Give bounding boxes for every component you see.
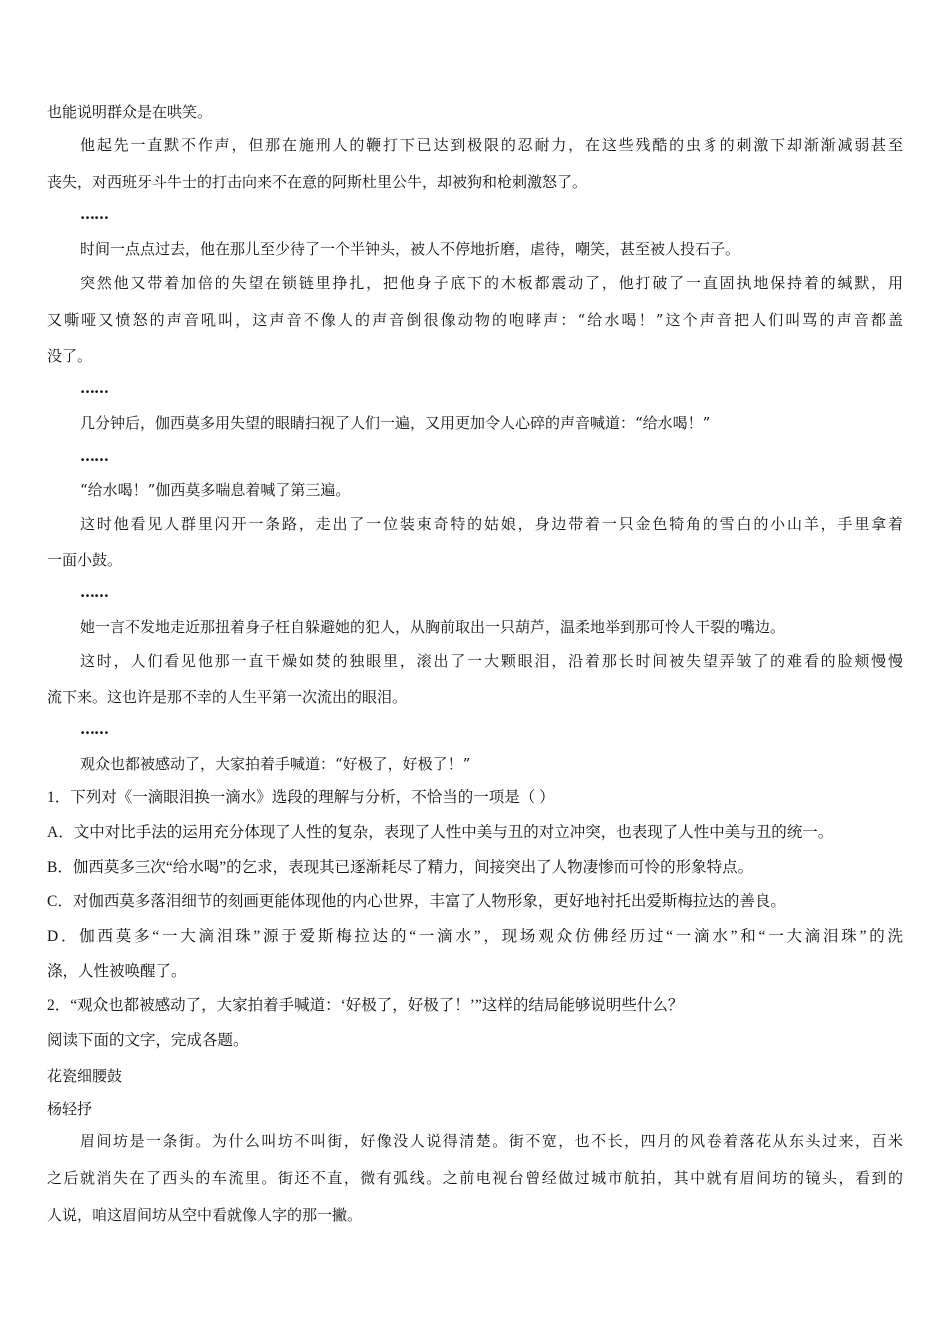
- text-line: 人说，咱这眉间坊从空中看就像人字的那一撇。: [47, 1206, 363, 1224]
- question-1-option-d[interactable]: D．伽西莫多“一大滴泪珠”源于爱斯梅拉达的“一滴水”，现场观众仿佛经历过“一滴水”和“一大滴泪珠”的洗: [47, 928, 903, 945]
- text-line: “给水喝！”伽西莫多喘息着喊了第三遍。: [80, 481, 351, 499]
- ellipsis-line: ……: [80, 447, 108, 465]
- question-1-option-a[interactable]: A．文中对比手法的运用充分体现了人性的复杂，表现了人性中美与丑的对立冲突，也表现了人性中美与丑的统一。: [47, 824, 834, 841]
- article-title: 花瓷细腰鼓: [47, 1067, 123, 1085]
- text-line: 时间一点点过去，他在那儿至少待了一个半钟头，被人不停地折磨，虐待，嘲笑，甚至被人投石子。: [80, 240, 741, 258]
- text-line: 又嘶哑又愤怒的声音吼叫，这声音不像人的声音倒很像动物的咆哮声：“给水喝！”这个声音把人们叫骂的声音都盖: [47, 311, 903, 329]
- text-line: 眉间坊是一条街。为什么叫坊不叫街，好像没人说得清楚。街不宽，也不长，四月的风卷着落花从东头过来，百米: [80, 1132, 903, 1150]
- text-line: 突然他又带着加倍的失望在锁链里挣扎，把他身子底下的木板都震动了，他打破了一直固执地保持着的缄默，用: [80, 274, 903, 292]
- ellipsis-line: ……: [80, 720, 108, 738]
- text-line: 流下来。这也许是那不幸的人生平第一次流出的眼泪。: [47, 688, 408, 706]
- text-line: 观众也都被感动了，大家拍着手喊道：“好极了，好极了！”: [80, 755, 471, 773]
- text-line: 也能说明群众是在哄笑。: [47, 103, 213, 121]
- question-2-stem: 2．“观众也都被感动了，大家拍着手喊道：‘好极了，好极了！’”这样的结局能够说明些什么？: [47, 997, 684, 1014]
- text-line: 没了。: [47, 347, 93, 365]
- question-1-option-c[interactable]: C．对伽西莫多落泪细节的刻画更能体现他的内心世界，丰富了人物形象，更好地衬托出爱斯梅拉达的善良。: [47, 893, 786, 910]
- text-line: 这时，人们看见他那一直干燥如焚的独眼里，滚出了一大颗眼泪，沿着那长时间被失望弄皱了的难看的脸颊慢慢: [80, 652, 903, 670]
- text-line: 丧失，对西班牙斗牛士的打击向来不在意的阿斯杜里公牛，却被狗和枪刺激怒了。: [47, 173, 588, 191]
- question-1-stem: 1．下列对《一滴眼泪换一滴水》选段的理解与分析，不恰当的一项是（ ）: [47, 789, 555, 806]
- text-line: 这时他看见人群里闪开一条路，走出了一位装束奇特的姑娘，身边带着一只金色犄角的雪白的小山羊，手里拿着: [80, 515, 903, 533]
- article-author: 杨轻抒: [47, 1100, 93, 1118]
- text-line: 他起先一直默不作声，但那在施刑人的鞭打下已达到极限的忍耐力，在这些残酷的虫豸的刺激下却渐渐减弱甚至: [80, 136, 903, 154]
- ellipsis-line: ……: [80, 583, 108, 601]
- ellipsis-line: ……: [80, 379, 108, 397]
- text-line: 几分钟后，伽西莫多用失望的眼睛扫视了人们一遍，又用更加令人心碎的声音喊道：“给水喝！”: [80, 414, 711, 432]
- text-line: 她一言不发地走近那扭着身子枉自躲避她的犯人，从胸前取出一只葫芦，温柔地举到那可怜人干裂的嘴边。: [80, 618, 786, 636]
- ellipsis-line: ……: [80, 205, 108, 223]
- reading-instruction: 阅读下面的文字，完成各题。: [47, 1032, 249, 1049]
- text-line: 之后就消失在了西头的车流里。街还不直，微有弧线。之前电视台曾经做过城市航拍，其中就有眉间坊的镜头，看到的: [47, 1169, 903, 1187]
- question-1-option-b[interactable]: B．伽西莫多三次“给水喝”的乞求，表现其已逐渐耗尽了精力，间接突出了人物凄惨而可怜的形象特点。: [47, 859, 754, 876]
- question-1-option-d-cont: 涤，人性被唤醒了。: [47, 963, 187, 980]
- text-line: 一面小鼓。: [47, 551, 123, 569]
